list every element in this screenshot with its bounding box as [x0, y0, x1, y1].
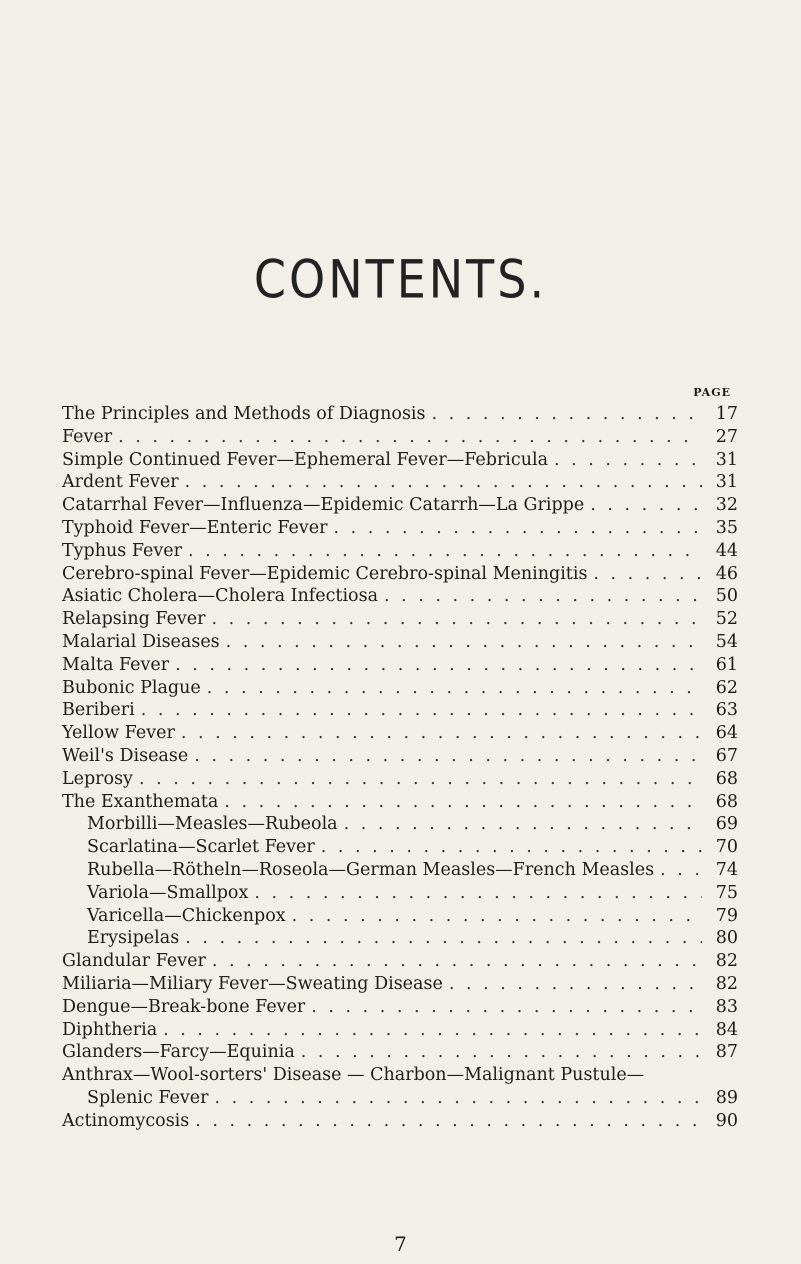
toc-entry-page: 90 — [715, 1110, 738, 1131]
toc-entry-continuation — [62, 1087, 738, 1110]
leader-dots — [163, 1019, 702, 1042]
toc-entry-title: Diphtheria — [62, 1019, 158, 1040]
toc-entry-title: Bubonic Plague — [62, 677, 201, 698]
toc-subentry — [62, 836, 738, 859]
toc-entry-title: Asiatic Cholera—Cholera Infectiosa — [62, 586, 378, 607]
toc-entry-page: 82 — [715, 973, 738, 994]
toc-entry-title: Catarrhal Fever—Influenza—Epidemic Catarrh—La Grippe — [62, 495, 585, 516]
toc-entry-title: Anthrax—Wool-sorters' Disease — Charbon—Malignant Pustule— — [62, 1065, 645, 1086]
toc-subentry — [62, 859, 738, 882]
page-column-heading: PAGE — [693, 386, 731, 399]
leader-dots — [194, 745, 702, 768]
toc-entry — [62, 449, 738, 472]
toc-entry-page: 27 — [715, 426, 738, 447]
toc-entry-title: Glandular Fever — [62, 951, 206, 972]
toc-entry-page: 83 — [715, 996, 738, 1017]
toc-entry-page: 52 — [715, 609, 738, 630]
toc-entry-title: Miliaria—Miliary Fever—Sweating Disease — [62, 973, 443, 994]
toc-entry — [62, 585, 738, 608]
leader-dots — [449, 973, 702, 996]
toc-entry-page: 84 — [715, 1019, 738, 1040]
toc-entry-page: 82 — [715, 951, 738, 972]
leader-dots — [188, 540, 702, 563]
leader-dots — [292, 905, 702, 928]
toc-entry — [62, 563, 738, 586]
leader-dots — [141, 699, 702, 722]
toc-entry-page: 44 — [715, 540, 738, 561]
toc-entry-title: Fever — [62, 426, 113, 447]
leader-dots — [175, 654, 702, 677]
leader-dots — [254, 882, 702, 905]
toc-entry-title: Scarlatina—Scarlet Fever — [87, 837, 315, 858]
leader-dots — [554, 449, 702, 472]
toc-subentry — [62, 927, 738, 950]
toc-entry-title: Beriberi — [62, 700, 135, 721]
toc-entry-page: 74 — [715, 859, 738, 880]
leader-dots — [311, 996, 702, 1019]
leader-dots — [432, 403, 702, 426]
toc-entry-title: Cerebro-spinal Fever—Epidemic Cerebro-spinal Meningitis — [62, 563, 588, 584]
leader-dots — [301, 1041, 702, 1064]
toc-entry-title: Glanders—Farcy—Equinia — [62, 1042, 295, 1063]
toc-entry-page: 32 — [715, 495, 738, 516]
leader-dots — [226, 631, 702, 654]
toc-entry-title: Malarial Diseases — [62, 631, 220, 652]
toc-entry-title: Leprosy — [62, 768, 133, 789]
leader-dots — [181, 722, 702, 745]
leader-dots — [185, 471, 702, 494]
leader-dots — [207, 677, 702, 700]
leader-dots — [224, 791, 702, 814]
toc-entry-page: 54 — [715, 631, 738, 652]
toc-entry-title: Relapsing Fever — [62, 609, 206, 630]
toc-entry-page: 89 — [715, 1087, 738, 1108]
leader-dots — [321, 836, 702, 859]
toc-entry-page: 63 — [715, 700, 738, 721]
toc-entry-title: Malta Fever — [62, 654, 170, 675]
toc-entry — [62, 426, 738, 449]
toc-entry-title: Typhus Fever — [62, 540, 182, 561]
leader-dots — [212, 950, 702, 973]
toc-entry-title: Actinomycosis — [62, 1110, 190, 1131]
leader-dots — [344, 813, 702, 836]
toc-entry-page: 62 — [715, 677, 738, 698]
toc-entry-page: 50 — [715, 586, 738, 607]
toc-entry-title: The Exanthemata — [62, 791, 219, 812]
toc-entry-page: 80 — [715, 928, 738, 949]
toc-entry — [62, 1041, 738, 1064]
leader-dots — [334, 517, 703, 540]
toc-entry — [62, 745, 738, 768]
toc-entry-title: Varicella—Chickenpox — [87, 905, 286, 926]
toc-entry-title: Morbilli—Measles—Rubeola — [87, 814, 338, 835]
leader-dots — [139, 768, 702, 791]
toc-entry-page: 31 — [715, 472, 738, 493]
toc-entry — [62, 1064, 738, 1087]
toc-entry — [62, 654, 738, 677]
page-number: 7 — [394, 1232, 407, 1256]
toc-entry-title: Splenic Fever — [87, 1087, 209, 1108]
toc-entry — [62, 608, 738, 631]
toc-entry-title: Typhoid Fever—Enteric Fever — [62, 517, 328, 538]
toc-subentry — [62, 882, 738, 905]
toc-entry-title: Rubella—Rötheln—Roseola—German Measles—French Measles — [87, 859, 655, 880]
leader-dots — [660, 859, 702, 882]
toc-entry — [62, 471, 738, 494]
toc-entry — [62, 631, 738, 654]
table-of-contents — [62, 403, 738, 1133]
toc-entry-title: Erysipelas — [87, 928, 180, 949]
toc-entry — [62, 791, 738, 814]
leader-dots — [118, 426, 702, 449]
toc-entry-page: 68 — [715, 768, 738, 789]
toc-entry-title: Variola—Smallpox — [87, 882, 249, 903]
toc-entry — [62, 677, 738, 700]
toc-entry — [62, 517, 738, 540]
toc-entry-page: 79 — [715, 905, 738, 926]
leader-dots — [384, 585, 702, 608]
toc-entry-title: Weil's Disease — [62, 745, 189, 766]
page-title: CONTENTS. — [253, 247, 548, 311]
leader-dots — [212, 608, 702, 631]
toc-entry — [62, 973, 738, 996]
toc-entry — [62, 403, 738, 426]
toc-entry-page: 31 — [715, 449, 738, 470]
leader-dots — [593, 563, 702, 586]
toc-entry — [62, 1019, 738, 1042]
toc-entry — [62, 1110, 738, 1133]
toc-entry-page: 87 — [715, 1042, 738, 1063]
toc-entry — [62, 540, 738, 563]
toc-entry — [62, 996, 738, 1019]
toc-subentry — [62, 813, 738, 836]
toc-entry — [62, 768, 738, 791]
toc-entry-title: Ardent Fever — [62, 472, 179, 493]
toc-entry-page: 75 — [715, 882, 738, 903]
toc-entry-page: 70 — [715, 837, 738, 858]
toc-entry-page: 67 — [715, 745, 738, 766]
toc-entry-title: The Principles and Methods of Diagnosis — [62, 404, 426, 424]
toc-entry-title: Dengue—Break-bone Fever — [62, 996, 306, 1017]
toc-entry-page: 61 — [715, 654, 738, 675]
toc-entry-page: 69 — [715, 814, 738, 835]
leader-dots — [185, 927, 702, 950]
toc-entry-title: Simple Continued Fever—Ephemeral Fever—Febricula — [62, 449, 549, 470]
toc-entry-page: 64 — [715, 723, 738, 744]
toc-entry — [62, 722, 738, 745]
toc-entry-page: 46 — [715, 563, 738, 584]
toc-entry — [62, 494, 738, 517]
toc-entry-page: 35 — [715, 517, 738, 538]
leader-dots — [590, 494, 702, 517]
toc-entry-page: 17 — [715, 404, 738, 424]
toc-entry — [62, 950, 738, 973]
toc-entry-page: 68 — [715, 791, 738, 812]
leader-dots — [215, 1087, 702, 1110]
leader-dots — [195, 1110, 702, 1133]
toc-entry-title: Yellow Fever — [62, 723, 175, 744]
toc-subentry — [62, 905, 738, 928]
toc-entry — [62, 699, 738, 722]
